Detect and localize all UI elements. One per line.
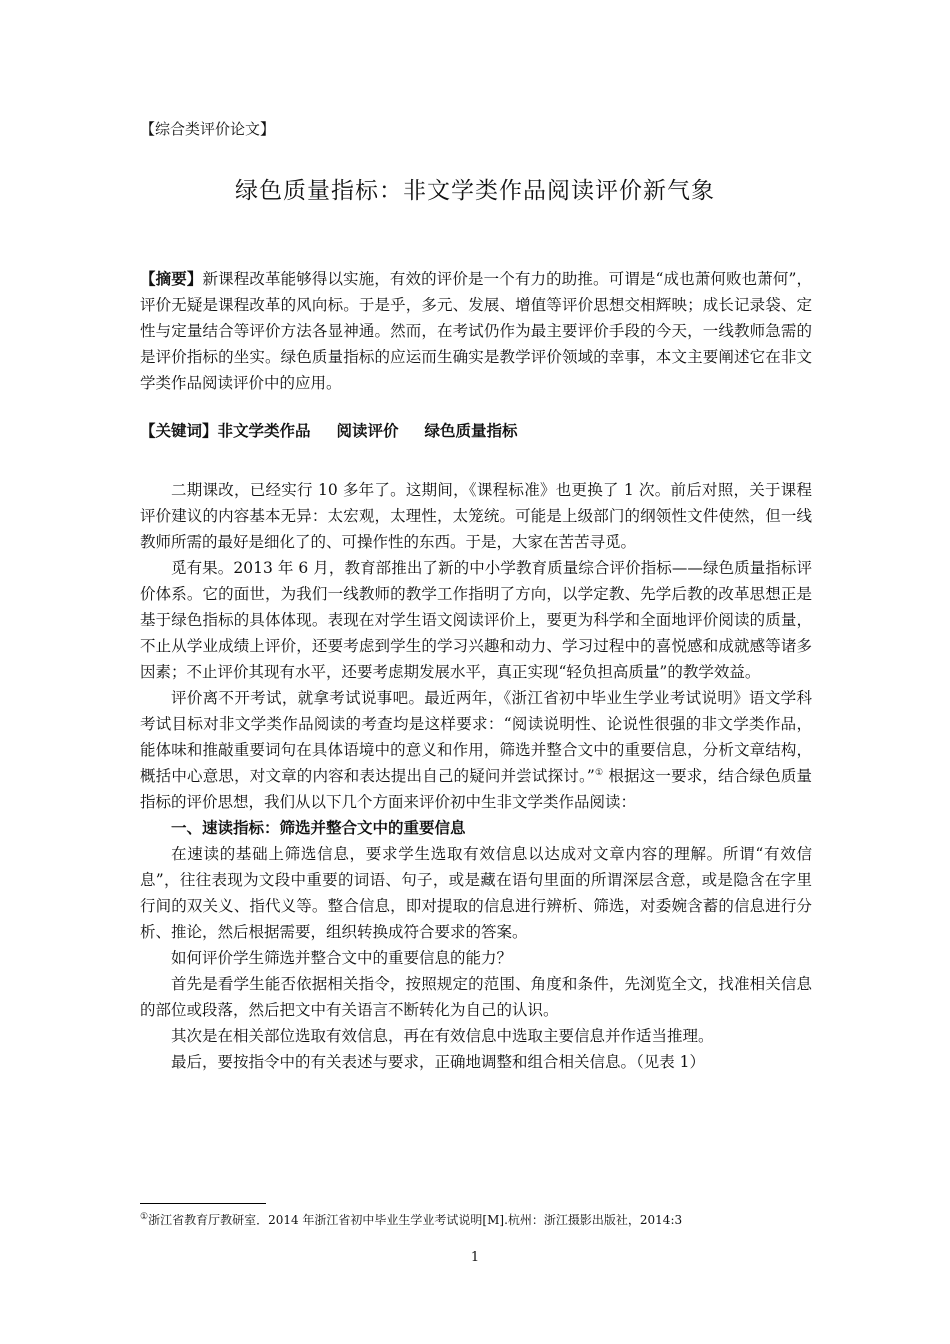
footnote bbox=[140, 1211, 682, 1228]
paragraph: 最后，要按指令中的有关表述与要求，正确地调整和组合相关信息。（见表 1） bbox=[171, 1053, 706, 1071]
footnote-marker: ① bbox=[140, 1212, 149, 1222]
keywords bbox=[140, 418, 812, 444]
section-heading: 一、速读指标：筛选并整合文中的重要信息 bbox=[171, 819, 466, 837]
paragraph-text: 根据这一要求，结合绿色质量指标的评价思想，我们从以下几个方面来评价初中生非文学类作品阅读： bbox=[140, 767, 812, 811]
page-number: 1 bbox=[470, 1250, 480, 1265]
footnote-reference: ① bbox=[594, 767, 604, 778]
footnote-text: 浙江省教育厅教研室．2014 年浙江省初中毕业生学业考试说明[M].杭州：浙江摄影出版社，2014:3 bbox=[148, 1213, 683, 1227]
keyword-item: 阅读评价 bbox=[336, 422, 399, 440]
body-text bbox=[140, 477, 812, 1075]
paragraph: 二期课改，已经实行 10 多年了。这期间，《课程标准》也更换了 1 次。前后对照，关于课程评价建议的内容基本无异：太宏观，太理性，太笼统。可能是上级部门的纲领性文件使然，但一线教师所需的最好是细化了的、可操作性的东西。于是，大家在苦苦寻觅。 bbox=[140, 481, 812, 551]
paragraph: 在速读的基础上筛选信息，要求学生选取有效信息以达成对文章内容的理解。所谓“有效信息”，往往表现为文段中重要的词语、句子，或是藏在语句里面的所谓深层含意，或是隐含在字里行间的双关义、指代义等。整合信息，即对提取的信息进行辨析、筛选，对委婉含蓄的信息进行分析、推论，然后根据需要，组织转换成符合要求的答案。 bbox=[140, 845, 812, 941]
keywords-label: 【关键词】 bbox=[140, 422, 218, 440]
paragraph: 如何评价学生筛选并整合文中的重要信息的能力？ bbox=[171, 949, 513, 967]
keyword-item: 绿色质量指标 bbox=[424, 422, 518, 440]
abstract-text: 新课程改革能够得以实施，有效的评价是一个有力的助推。可谓是“成也萧何败也萧何”，评价无疑是课程改革的风向标。于是乎，多元、发展、增值等评价思想交相辉映；成长记录袋、定性与定量结合等评价方法各显神通。然而，在考试仍作为最主要评价手段的今天，一线教师急需的是评价指标的坐实。绿色质量指标的应运而生确实是教学评价领域的幸事，本文主要阐述它在非文学类作品阅读评价中的应用。 bbox=[140, 270, 812, 392]
footnote-divider bbox=[140, 1203, 266, 1204]
abstract-label: 【摘要】 bbox=[140, 270, 203, 288]
category-label: 【综合类评价论文】 bbox=[140, 120, 276, 138]
paragraph: 其次是在相关部位选取有效信息，再在有效信息中选取主要信息并作适当推理。 bbox=[171, 1027, 714, 1045]
page-title: 绿色质量指标：非文学类作品阅读评价新气象 bbox=[235, 178, 715, 204]
paragraph bbox=[140, 685, 812, 815]
paragraph: 觅有果。2013 年 6 月，教育部推出了新的中小学教育质量综合评价指标——绿色质量指标评价体系。它的面世，为我们一线教师的教学工作指明了方向，以学定教、先学后教的改革思想正是基于绿色指标的具体体现。表现在对学生语文阅读评价上，要更为科学和全面地评价阅读的质量，不止从学业成绩上评价，还要考虑到学生的学习兴趣和动力、学习过程中的喜悦感和成就感等诸多因素；不止评价其现有水平，还要考虑期发展水平，真正实现“轻负担高质量”的教学效益。 bbox=[140, 559, 812, 681]
keyword-item: 非文学类作品 bbox=[217, 422, 311, 440]
abstract bbox=[140, 266, 812, 396]
paragraph-text: 评价离不开考试，就拿考试说事吧。最近两年，《浙江省初中毕业生学业考试说明》语文学科考试目标对非文学类作品阅读的考查均是这样要求：“阅读说明性、论说性很强的非文学类作品，能体味和推敲重要词句在具体语境中的意义和作用，筛选并整合文中的重要信息，分析文章结构，概括中心意思，对文章的内容和表达提出自己的疑问并尝试探讨。” bbox=[140, 689, 812, 785]
paragraph: 首先是看学生能否依据相关指令，按照规定的范围、角度和条件，先浏览全文，找准相关信息的部位或段落，然后把文中有关语言不断转化为自己的认识。 bbox=[140, 975, 812, 1019]
